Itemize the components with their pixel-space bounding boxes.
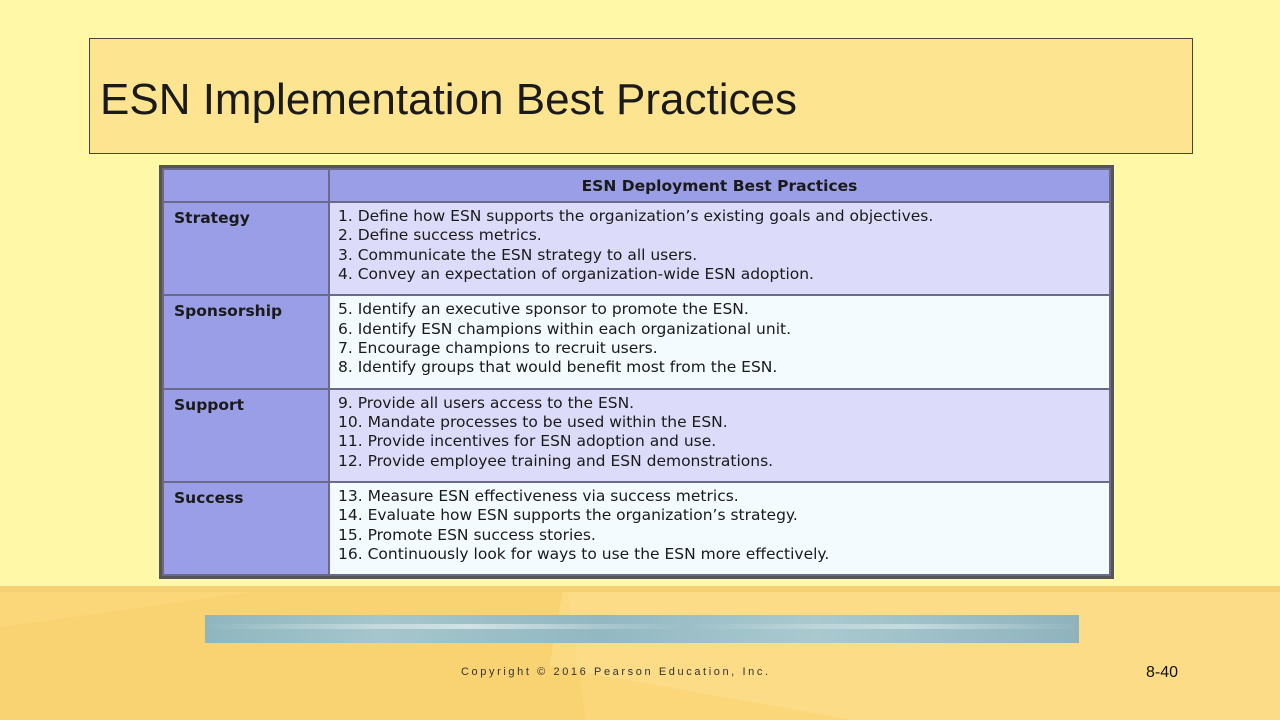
band-edge	[0, 586, 1280, 592]
decorative-strip	[205, 615, 1079, 643]
items-cell	[329, 295, 1110, 388]
slide-title: ESN Implementation Best Practices	[100, 75, 797, 124]
list-item: 12. Provide employee training and ESN demonstrations.	[338, 451, 774, 470]
table-header: ESN Deployment Best Practices	[329, 169, 1110, 202]
best-practices-table	[159, 165, 1114, 579]
items-cell	[329, 389, 1110, 482]
table-row	[163, 482, 1110, 575]
list-item: 3. Communicate the ESN strategy to all users.	[338, 245, 698, 264]
list-item: 14. Evaluate how ESN supports the organization’s strategy.	[338, 506, 798, 525]
category-cell: Support	[163, 389, 329, 482]
list-item: 13. Measure ESN effectiveness via success metrics.	[338, 486, 739, 505]
list-item: 15. Promote ESN success stories.	[338, 525, 596, 544]
items-cell	[329, 202, 1110, 295]
list-item: 4. Convey an expectation of organization-wide ESN adoption.	[338, 265, 814, 284]
category-cell: Strategy	[163, 202, 329, 295]
copyright-notice: Copyright © 2016 Pearson Education, Inc.	[461, 666, 771, 678]
slide-number: 8-40	[1146, 664, 1179, 681]
list-item: 1. Define how ESN supports the organization’s existing goals and objectives.	[338, 207, 934, 225]
title-box	[89, 38, 1193, 154]
band-shape	[549, 586, 1280, 720]
table-header-row	[163, 169, 1110, 202]
category-cell: Sponsorship	[163, 295, 329, 388]
bottom-decorative-band	[0, 586, 1280, 720]
items-cell	[329, 482, 1110, 575]
list-item: 9. Provide all users access to the ESN.	[338, 393, 635, 412]
list-item: 5. Identify an executive sponsor to promote the ESN.	[338, 300, 749, 319]
table-row	[163, 295, 1110, 388]
list-item: 8. Identify groups that would benefit most from the ESN.	[338, 358, 778, 377]
list-item: 11. Provide incentives for ESN adoption and use.	[338, 432, 717, 451]
table-row	[163, 202, 1110, 295]
table-row	[163, 389, 1110, 482]
table-body	[163, 202, 1110, 575]
category-cell: Success	[163, 482, 329, 575]
header-blank-cell	[163, 169, 329, 202]
band-shape	[0, 586, 592, 720]
list-item: 2. Define success metrics.	[338, 226, 542, 245]
list-item: 6. Identify ESN champions within each organizational unit.	[338, 319, 792, 338]
table	[162, 168, 1111, 576]
list-item: 10. Mandate processes to be used within the ESN.	[338, 412, 728, 431]
list-item: 7. Encourage champions to recruit users.	[338, 339, 658, 358]
list-item: 16. Continuously look for ways to use the ESN more effectively.	[338, 544, 830, 563]
decorative-streak	[205, 624, 1079, 629]
